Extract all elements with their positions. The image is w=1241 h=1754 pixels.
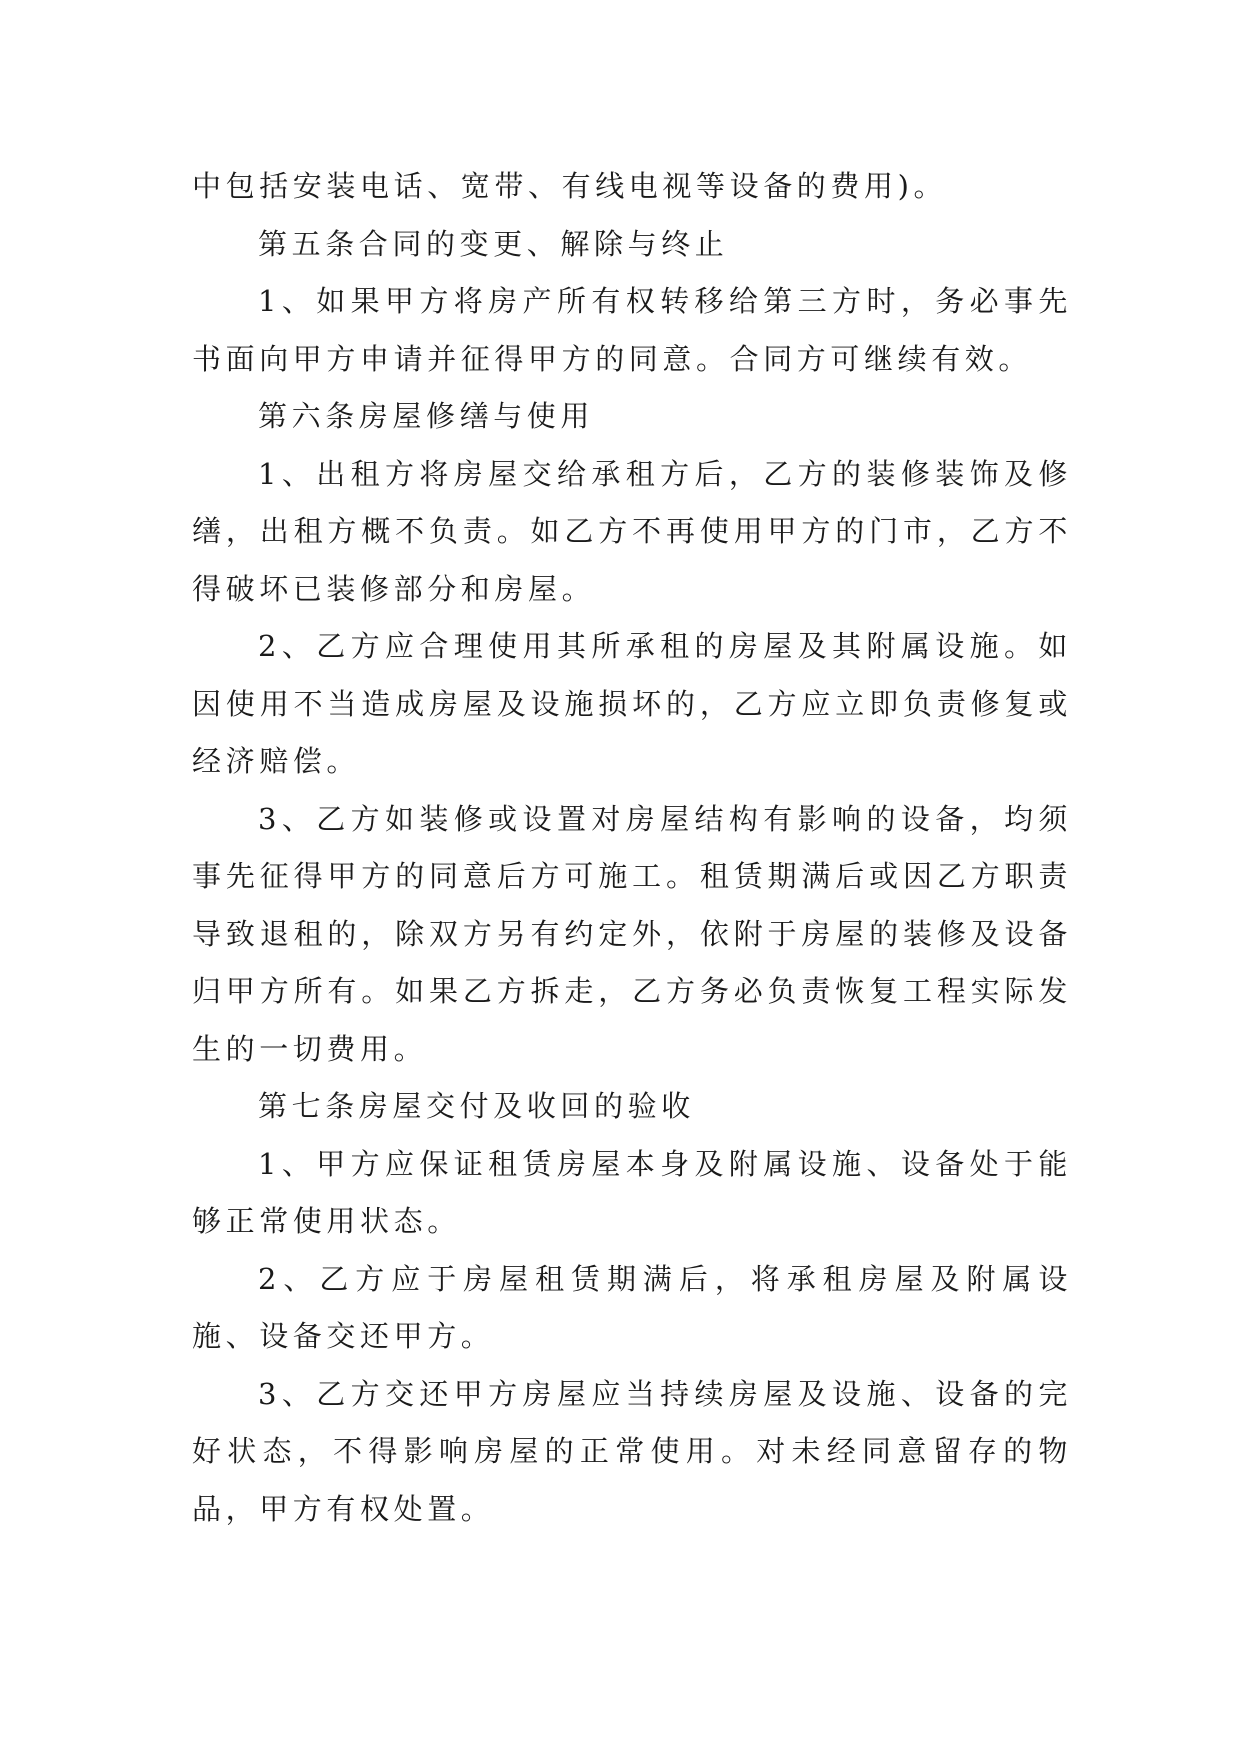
heading-article-6: 第六条房屋修缮与使用 [258, 399, 595, 433]
document-body [192, 158, 1072, 1538]
paragraph-article-6-item-1: 1、出租方将房屋交给承租方后，乙方的装修装饰及修缮，出租方概不负责。如乙方不再使用甲方的门市，乙方不得破坏已装修部分和房屋。 [192, 456, 1072, 606]
paragraph-article-6-item-3: 3、乙方如装修或设置对房屋结构有影响的设备，均须事先征得甲方的同意后方可施工。租赁期满后或因乙方职责导致退租的，除双方另有约定外，依附于房屋的装修及设备归甲方所有。如果乙方拆走，乙方务必负责恢复工程实际发生的一切费用。 [192, 801, 1072, 1066]
heading-article-5: 第五条合同的变更、解除与终止 [258, 226, 729, 261]
paragraph-continuation: 中包括安装电话、宽带、有线电视等设备的费用)。 [192, 169, 948, 203]
paragraph-article-6-item-2: 2、乙方应合理使用其所承租的房屋及其附属设施。如因使用不当造成房屋及设施损坏的，乙方应立即负责修复或经济赔偿。 [192, 629, 1072, 778]
heading-article-7: 第七条房屋交付及收回的验收 [258, 1089, 695, 1123]
paragraph-article-7-item-3: 3、乙方交还甲方房屋应当持续房屋及设施、设备的完好状态，不得影响房屋的正常使用。对未经同意留存的物品，甲方有权处置。 [192, 1376, 1072, 1526]
paragraph-article-7-item-1: 1、甲方应保证租赁房屋本身及附属设施、设备处于能够正常使用状态。 [192, 1146, 1072, 1238]
paragraph-article-5-item-1: 1、如果甲方将房产所有权转移给第三方时，务必事先书面向甲方申请并征得甲方的同意。合同方可继续有效。 [192, 284, 1072, 376]
paragraph-article-7-item-2: 2、乙方应于房屋租赁期满后，将承租房屋及附属设施、设备交还甲方。 [192, 1261, 1072, 1353]
